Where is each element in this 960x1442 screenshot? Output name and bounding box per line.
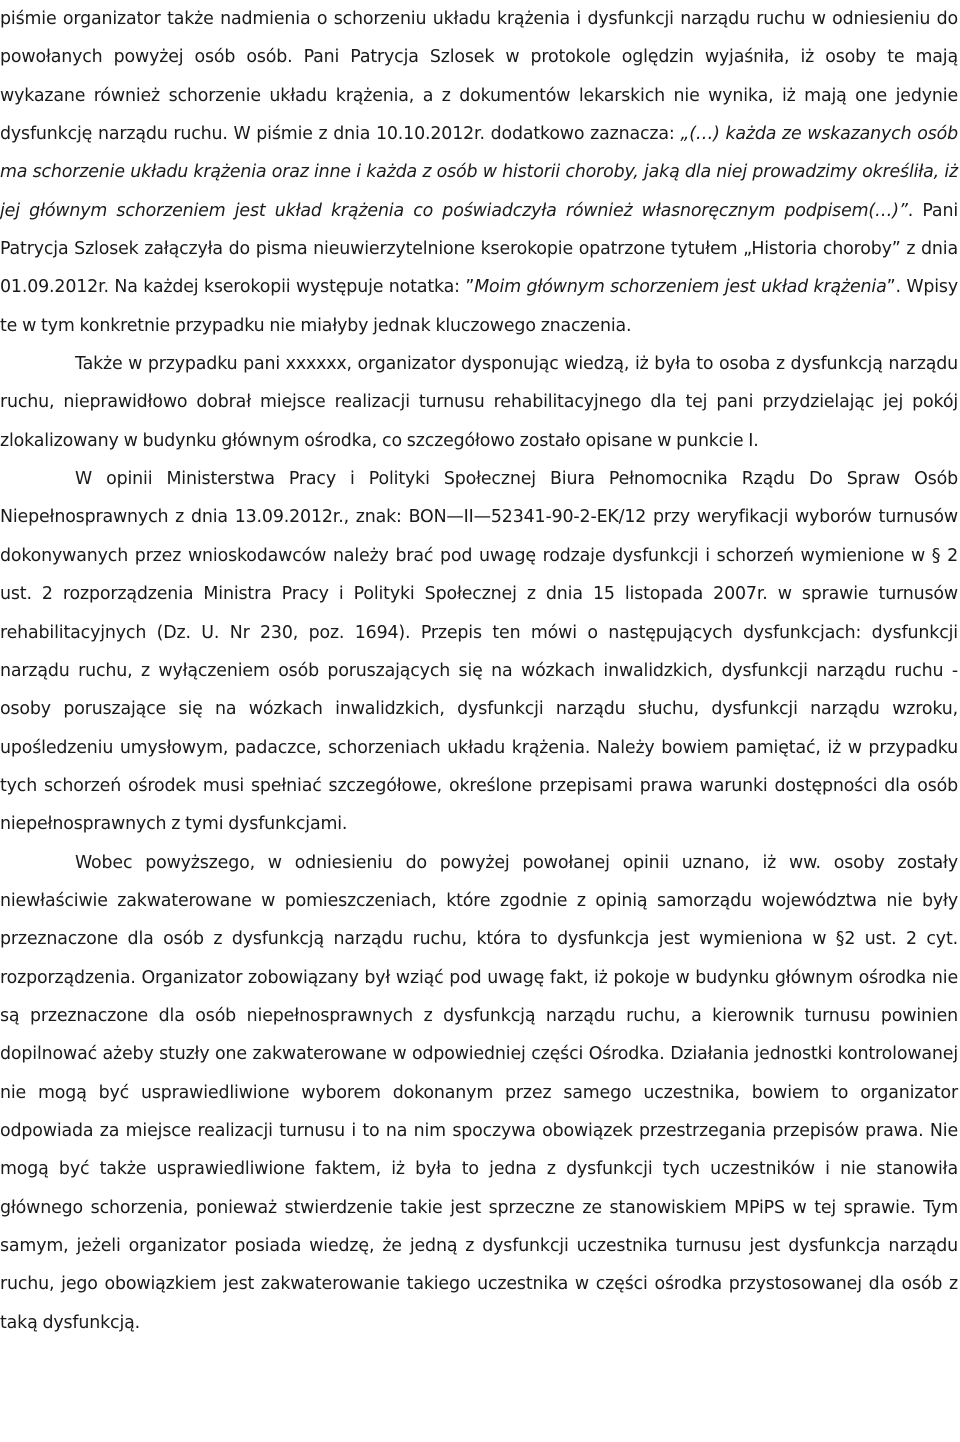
paragraph-1-quote: „(…) każda ze wskazanych osób ma schorzenie układu krążenia oraz inne i każda z osób w historii choroby, jaką dla niej prowadzimy określiła, iż jej głównym schorzeniem jest układ krążenia co poświadczyła również własnoręcznym podpisem(…)” — [0, 124, 958, 221]
paragraph-3: W opinii Ministerstwa Pracy i Polityki Społecznej Biura Pełnomocnika Rządu Do Spraw Osób Niepełnosprawnych z dnia 13.09.2012r., znak: BON—II—52341-90-2-EK/12 przy weryfikacji wyborów turnusów dokonywanych przez wnioskodawców należy brać pod uwagę rodzaje dysfunkcji i schorzeń wymienione w § 2 ust. 2 rozporządzenia Ministra Pracy i Polityki Społecznej z dnia 15 listopada 2007r. w sprawie turnusów rehabilitacyjnych (Dz. U. Nr 230, poz. 1694). Przepis ten mówi o następujących dysfunkcjach: dysfunkcji narządu ruchu, z wyłączeniem osób poruszających się na wózkach inwalidzkich, dysfunkcji narządu ruchu - osoby poruszające się na wózkach inwalidzkich, dysfunkcji narządu słuchu, dysfunkcji narządu wzroku, upośledzeniu umysłowym, padaczce, schorzeniach układu krążenia. Należy bowiem pamiętać, iż w przypadku tych schorzeń ośrodek musi spełniać szczegółowe, określone przepisami prawa warunki dostępności dla osób niepełnosprawnych z tymi dysfunkcjami. — [0, 469, 958, 835]
paragraph-1-text-c: ”. Wpisy te w tym konkretnie przypadku nie miałyby jednak kluczowego znaczenia. — [0, 277, 958, 336]
paragraph-1 — [0, 0, 958, 345]
paragraph-1-note-quote: Moim głównym schorzeniem jest układ krążenia — [474, 277, 887, 298]
paragraph-1-text-b: . Pani Patrycja Szlosek załączyła do pisma nieuwierzytelnione kserokopie opatrzone tytułem „Historia choroby” z dnia 01.09.2012r. Na każdej kserokopii występuje notatka: ” — [0, 200, 958, 298]
paragraph-4: Wobec powyższego, w odniesieniu do powyżej powołanej opinii uznano, iż ww. osoby zostały niewłaściwie zakwaterowane w pomieszczeniach, które zgodnie z opinią samorządu województwa nie były przeznaczone dla osób z dysfunkcją narządu ruchu, która to dysfunkcja jest wymieniona w §2 ust. 2 cyt. rozporządzenia. Organizator zobowiązany był wziąć pod uwagę fakt, iż pokoje w budynku głównym ośrodka nie są przeznaczone dla osób niepełnosprawnych z dysfunkcją narządu ruchu, a kierownik turnusu powinien dopilnować ażeby stuzły one zakwaterowane w odpowiedniej części Ośrodka. Działania jednostki kontrolowanej nie mogą być usprawiedliwione wyborem dokonanym przez samego uczestnika, bowiem to organizator odpowiada za miejsce realizacji turnusu i to na nim spoczywa obowiązek przestrzegania przepisów prawa. Nie mogą być także usprawiedliwione faktem, iż była to jedna z dysfunkcji tych uczestników i nie stanowiła głównego schorzenia, ponieważ stwierdzenie takie jest sprzeczne ze stanowiskiem MPiPS w tej sprawie. Tym samym, jeżeli organizator posiada wiedzę, że jedną z dysfunkcji uczestnika turnusu jest dysfunkcja narządu ruchu, jego obowiązkiem jest zakwaterowanie takiego uczestnika w części ośrodka przystosowanej dla osób z taką dysfunkcją. — [0, 852, 958, 1333]
paragraph-2: Także w przypadku pani xxxxxx, organizator dysponując wiedzą, iż była to osoba z dysfunkcją narządu ruchu, nieprawidłowo dobrał miejsce realizacji turnusu rehabilitacyjnego dla tej pani przydzielając jej pokój zlokalizowany w budynku głównym ośrodka, co szczegółowo zostało opisane w punkcie I. — [0, 354, 958, 451]
paragraph-1-text-a: piśmie organizator także nadmienia o schorzeniu układu krążenia i dysfunkcji narządu ruchu w odniesieniu do powołanych powyżej osób osób. Pani Patrycja Szlosek w protokole oględzin wyjaśniła, iż osoby te mają wykazane również schorzenie układu krążenia, a z dokumentów lekarskich nie wynika, iż mają one jedynie dysfunkcję narządu ruchu. W piśmie z dnia 10.10.2012r. dodatkowo zaznacza: — [0, 9, 958, 145]
